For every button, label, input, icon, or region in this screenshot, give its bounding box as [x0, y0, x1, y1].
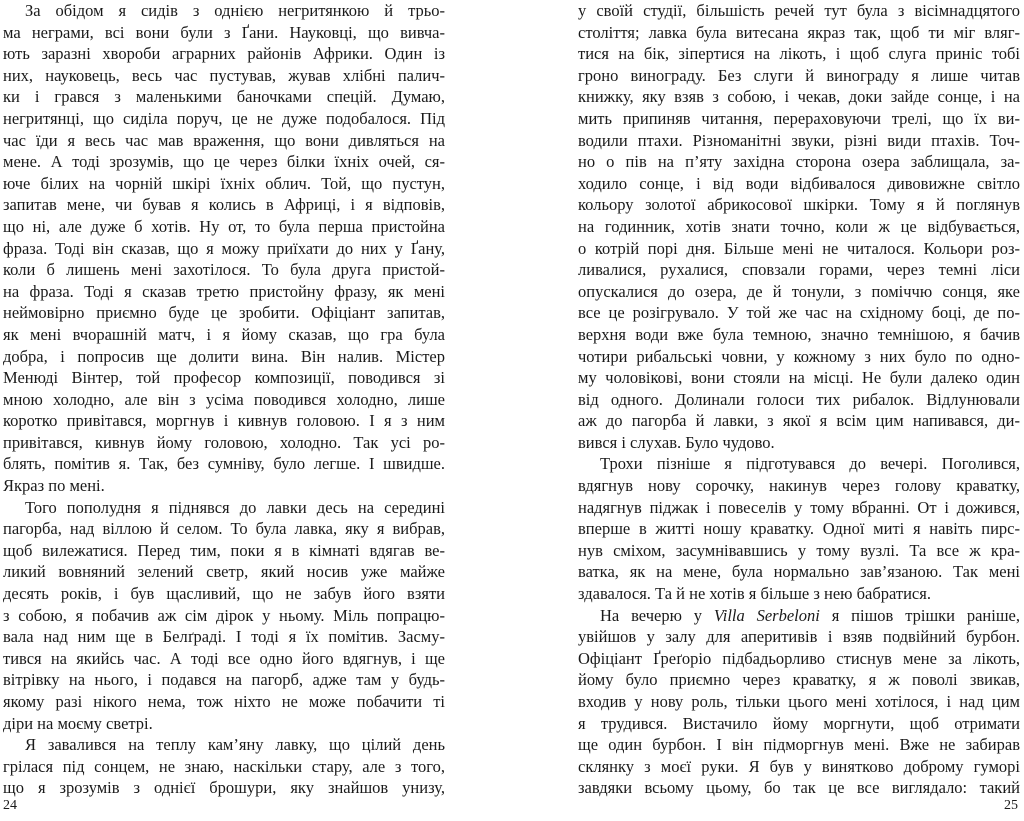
text-line: Я завалився на теплу кам’яну лавку, що цілий день — [25, 735, 445, 755]
text-line: блять, помітив я. Так, без сумніву, було легше. І швидше. — [3, 454, 445, 474]
text-line: кольору золотої абрикосової шкірки. Тому я й поглянув — [578, 195, 1020, 215]
text-line: на годинник, хотів знати точно, коли ж це відбувається, — [578, 216, 1020, 236]
text-line: склянку з моєї руки. Я був у винятково доброму гуморі — [578, 756, 1020, 776]
text-line: коротко привітався, моргнув і кивнув головою. І я з ним — [3, 411, 445, 431]
text-line: привітався, кивнув йому головою, холодно. Так усі ро- — [3, 432, 445, 452]
text-line: час їди я весь час мав враження, що вони дивляться на — [3, 130, 445, 150]
right-page — [512, 0, 1024, 821]
text-line: водили птахи. Різноманітні звуки, різні види птахів. Точ- — [578, 130, 1020, 150]
text-line: верхня води вже була темною, значно темнішою, я бачив — [578, 324, 1020, 344]
text-line: Трохи пізніше я підготувався до вечері. Поголився, — [600, 454, 1020, 474]
text-line: но о пів на п’яту західна сторона озера заблищала, за- — [578, 152, 1020, 172]
text-line: від одного. Долинали голоси тих рибалок. Відлунювали — [578, 389, 1020, 409]
text-line: ще один бурбон. І він підморгнув мені. Вже не забирав — [578, 735, 1020, 755]
text-line: вперше в житті ношу краватку. Одної миті я навіть пирс- — [578, 519, 1020, 539]
text-line: добра, і попросив ще долити вина. Він налив. Містер — [3, 346, 445, 366]
text-line: якому разі нікого нема, тож ніхто не може побачити ті — [3, 692, 445, 711]
text-line: му чоловікові, вони стояли на місці. Не були далеко один — [578, 368, 1020, 388]
text-line: чотири рибальські човни, у кожному з них було по одно- — [578, 346, 1020, 366]
text-line: що я зрозумів з однієї брошури, яку знайшов унизу, — [3, 778, 445, 798]
text-line: вала над ним ще в Белґраді. І тоді я їх помітив. Засму- — [3, 627, 445, 647]
text-line: мене. А тоді зрозумів, що це через білки їхніх очей, ся- — [3, 152, 445, 172]
text-line: опускалися до озера, де й тонули, з поміччю сонця, яке — [578, 281, 1020, 301]
text-line: що ні, але дуже б хотів. Ну от, то була перша пристойна — [3, 216, 445, 236]
text-segment: На вечерю у — [600, 605, 714, 625]
right-page-number: 25 — [1004, 798, 1018, 813]
text-line: грілася під сонцем, не знаю, наскільки стару, але з того, — [3, 756, 445, 776]
text-line: коли б лишень мені захотілося. То була друга пристой- — [3, 260, 445, 280]
text-line: вдягнув нову сорочку, накинув через голову краватку, — [578, 476, 1020, 496]
text-line: пагорба, над віллою й селом. То була лавка, яку я вибрав, — [3, 519, 445, 539]
text-line — [578, 605, 1020, 627]
text-line: Офіціант Ґреґоріо підбадьорливо стиснув мене за лікоть, — [578, 648, 1020, 668]
text-line: ликий вовняний зелений светр, який носив уже майже — [3, 562, 445, 582]
text-line: неймовірно приємно буде це зробити. Офіціант запитав, — [3, 303, 445, 323]
text-line: Того пополудня я піднявся до лавки десь на середині — [25, 497, 445, 517]
text-line: ки і грався з маленькими баночками спецій. Думаю, — [3, 87, 445, 107]
text-line: ватка, як на мене, була нормально зав’язаною. Так мені — [578, 562, 1020, 582]
text-line: мить припиняв читання, перераховуючи трелі, що їх ви- — [578, 108, 1020, 128]
text-line: століття; лавка була витесана якраз так, щоб ти міг вляг- — [578, 22, 1020, 42]
text-line: о котрій порі дня. Більше мені не читалося. Кольори роз- — [578, 238, 1020, 258]
text-line: з собою, я побачив аж сім дірок у ньому. Міль попрацю- — [3, 605, 445, 625]
text-line: мною холодно, але він з усіма поводився холодно, лише — [3, 389, 445, 409]
text-line: на фраза. Тоді я сказав третю пристойну фразу, як мені — [3, 281, 445, 301]
text-line: завдяки всьому цьому, бо так це все виглядало: такий — [578, 778, 1020, 798]
text-line: тився на якийсь час. А тоді все одно його вдягнув, і ще — [3, 648, 445, 668]
text-line: ходило сонце, і від води відбивалося дивовижне світло — [578, 173, 1020, 193]
right-page-text — [578, 0, 1020, 799]
text-line: нув сміхом, засумнівавшись у тому вузлі. Та все ж кра- — [578, 540, 1020, 560]
text-line: входив у нову роль, тільки цього мені хотілося, і над цим — [578, 692, 1020, 711]
left-page-number: 24 — [3, 798, 17, 813]
text-line: ливалися, рухалися, сповзали горами, через темні ліси — [578, 260, 1020, 280]
text-line: фраза. Тоді він сказав, що я можу приїхати до них у Ґану, — [3, 238, 445, 258]
text-line: аж до пагорба й лавки, з якої я всім цим напивався, ди- — [578, 411, 1020, 431]
text-line: Якраз по мені. — [3, 476, 105, 496]
text-line: все це розігрувало. У той же час на східному боці, де по- — [578, 303, 1020, 323]
text-line: гроно винограду. Без слуги й винограду я лише читав — [578, 65, 1020, 85]
text-line: як мені вчорашній матч, і я йому сказав, що гра була — [3, 324, 445, 344]
text-line: них, науковець, весь час пустував, жував хлібні палич- — [3, 65, 445, 85]
text-line: юче білих на чорній шкірі їхніх облич. Той, що пустун, — [3, 173, 445, 193]
text-line: вився і слухав. Було чудово. — [578, 432, 775, 452]
text-line: у своїй студії, більшість речей тут була з вісімнадцятого — [578, 1, 1020, 20]
italic-title: Villa Serbeloni — [713, 605, 820, 625]
text-line: діри на моєму светрі. — [3, 713, 153, 733]
text-line: запитав мене, чи бував я колись в Африці, і я відповів, — [3, 195, 445, 215]
text-line: За обідом я сидів з однією негритянкою й трьо- — [25, 1, 445, 20]
left-page-text — [3, 0, 445, 799]
text-line: ма неграми, всі вони були з Ґани. Науковці, що вивча- — [3, 22, 445, 42]
text-line: щоб вилежатися. Перед тим, поки я в кімнаті вдягав ве- — [3, 540, 445, 560]
text-line: книжку, яку взяв з собою, і чекав, доки зайде сонце, і на — [578, 87, 1020, 107]
text-line: десять років, і був щасливий, що не забув його взяти — [3, 584, 445, 604]
text-line: ють заразні хвороби аграрних районів Африки. Один із — [3, 44, 445, 64]
text-line: Менюді Вінтер, той професор композиції, поводився зі — [3, 368, 445, 388]
text-line: надягнув піджак і повеселів у тому вбранні. От і дожився, — [578, 497, 1020, 517]
text-line: я трудився. Вистачило йому моргнути, щоб отримати — [578, 713, 1020, 733]
text-line: здавалося. Та й не хотів я більше з нею бабратися. — [578, 584, 931, 604]
text-line: вітрівку на нього, і подався на пагорб, адже там у будь- — [3, 670, 445, 690]
text-line: увійшов у залу для аперитивів і взяв подвійний бурбон. — [578, 627, 1020, 647]
text-line: тися на бік, зіпертися на лікоть, і щоб слуга приніс тобі — [578, 44, 1020, 64]
text-line: йому було приємно через краватку, я ж поволі звикав, — [578, 670, 1020, 690]
text-segment: я пішов трішки раніше, — [819, 605, 1020, 625]
text-line: негритянці, що сиділа поруч, це не дуже подобалося. Під — [3, 108, 445, 128]
